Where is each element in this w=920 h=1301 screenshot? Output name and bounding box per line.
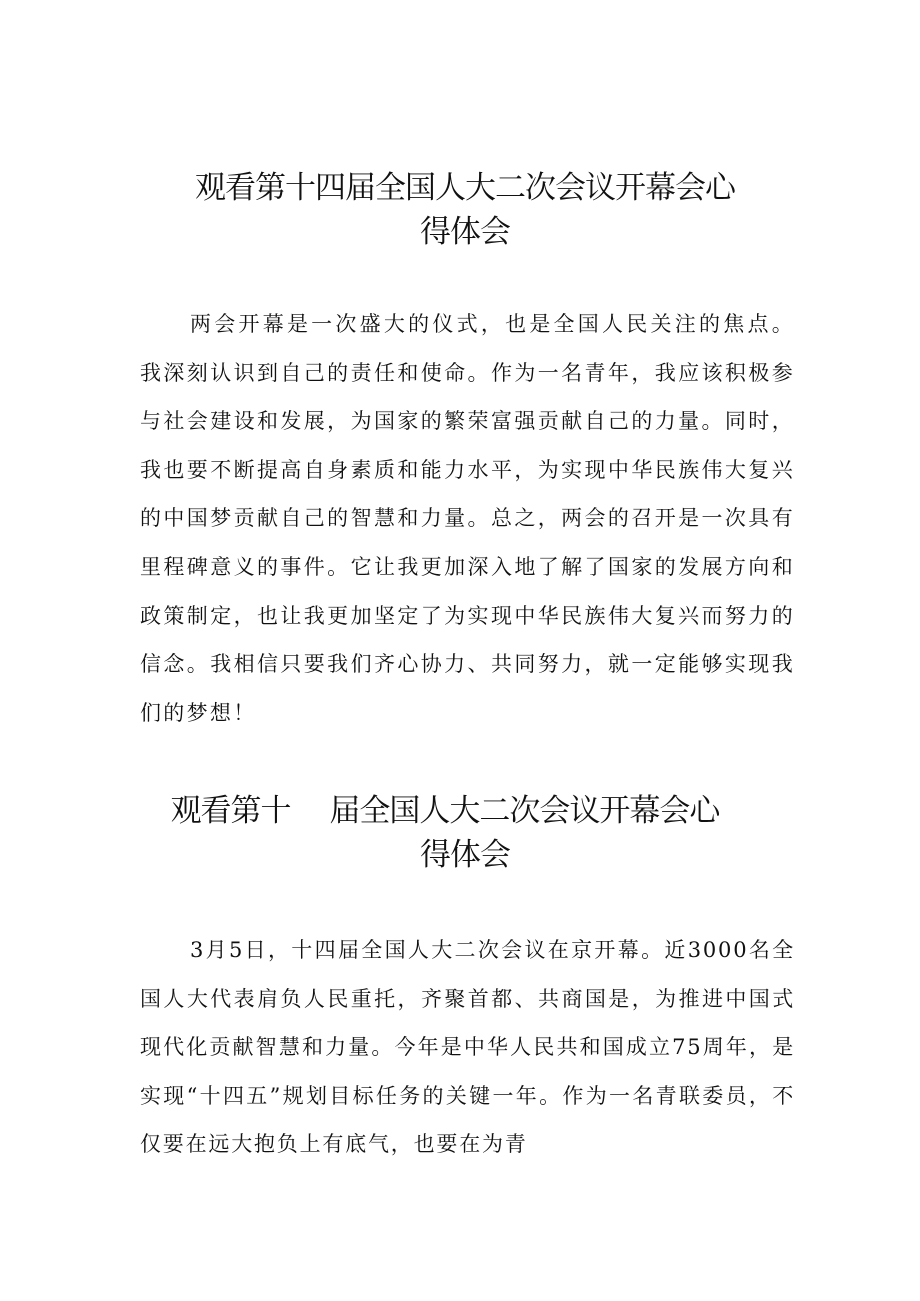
section-title-1-line-1: 观看第十四届全国人大二次会议开幕会心 <box>195 170 735 206</box>
section-body-2: 3月5日，十四届全国人大二次会议在京开幕。近3000名全国人大代表肩负人民重托，齐聚首都、共商国是，为推进中国式现代化贡献智慧和力量。今年是中华人民共和国成立75周年，是实现“十四五”规划目标任务的关键一年。作为一名青联委员，不仅要在远大抱负上有底气，也要在为青 <box>140 938 795 1157</box>
section-title-2 <box>140 789 790 877</box>
section-title-2-line-1: 观看第十 届全国人大二次会议开幕会心 <box>170 793 720 829</box>
section-title-2-line-2: 得体会 <box>420 837 510 873</box>
section-title-1-line-2: 得体会 <box>420 214 510 250</box>
section-body-1: 两会开幕是一次盛大的仪式，也是全国人民关注的焦点。我深刻认识到自己的责任和使命。作为一名青年，我应该积极参与社会建设和发展，为国家的繁荣富强贡献自己的力量。同时，我也要不断提高自身素质和能力水平，为实现中华民族伟大复兴的中国梦贡献自己的智慧和力量。总之，两会的召开是一次具有里程碑意义的事件。它让我更加深入地了解了国家的发展方向和政策制定，也让我更加坚定了为实现中华民族伟大复兴而努力的信念。我相信只要我们齐心协力、共同努力，就一定能够实现我们的梦想！ <box>140 312 795 725</box>
section-title-1 <box>140 166 790 254</box>
